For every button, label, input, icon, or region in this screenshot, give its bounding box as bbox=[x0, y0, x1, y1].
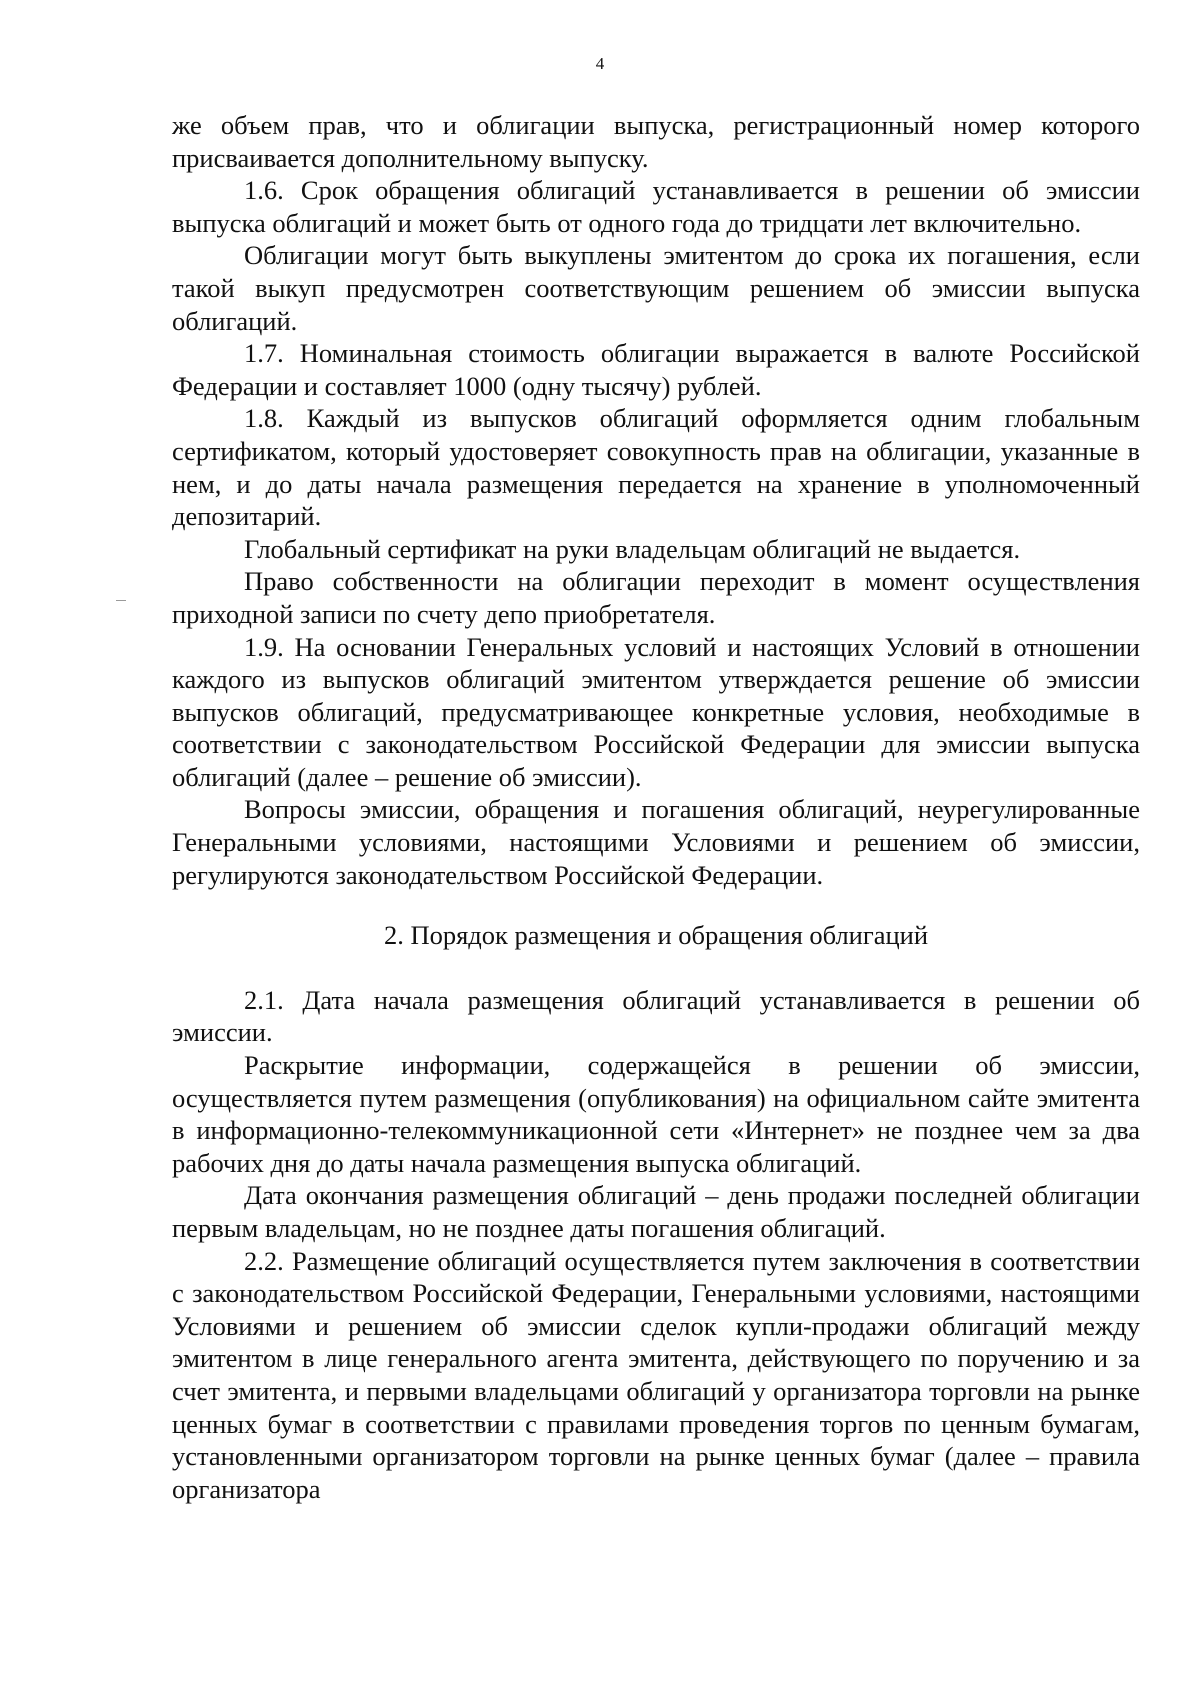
document-body bbox=[172, 109, 1140, 1505]
paragraph: Право собственности на облигации переходит в момент осуществления приходной записи по счету депо приобретателя. bbox=[172, 566, 1140, 629]
paragraph-1-8: 1.8. Каждый из выпусков облигаций оформляется одним глобальным сертификатом, который удостоверяет совокупность прав на облигации, указанные в нем, и до даты начала размещения передается на хранение в уполномоченный депозитарий. bbox=[172, 403, 1140, 532]
paragraph-2-2: 2.2. Размещение облигаций осуществляется путем заключения в соответствии с законодательством Российской Федерации, Генеральными условиями, настоящими Условиями и решением об эмиссии сделок купли-продажи облигаций между эмитентом в лице генерального агента эмитента, действующего по поручению и за счет эмитента, и первыми владельцами облигаций у организатора торговли на рынке ценных бумаг в соответствии с правилами проведения торгов по ценным бумагам, установленными организатором торговли на рынке ценных бумаг (далее – правила организатора bbox=[172, 1245, 1140, 1504]
paragraph-1-6: 1.6. Срок обращения облигаций устанавливается в решении об эмиссии выпуска облигаций и может быть от одного года до тридцати лет включительно. bbox=[172, 175, 1140, 238]
page-number: 4 bbox=[595, 54, 605, 73]
paragraph: Облигации могут быть выкуплены эмитентом до срока их погашения, если такой выкуп предусмотрен соответствующим решением об эмиссии выпуска облигаций. bbox=[172, 240, 1140, 336]
paragraph: Дата окончания размещения облигаций – день продажи последней облигации первым владельцам, но не позднее даты погашения облигаций. bbox=[172, 1180, 1140, 1243]
paragraph-1-9: 1.9. На основании Генеральных условий и настоящих Условий в отношении каждого из выпусков облигаций эмитентом утверждается решение об эмиссии выпусков облигаций, предусматривающее конкретные условия, необходимые в соответствии с законодательством Российской Федерации для эмиссии выпуска облигаций (далее – решение об эмиссии). bbox=[172, 631, 1140, 792]
paragraph: Раскрытие информации, содержащейся в решении об эмиссии, осуществляется путем размещения (опубликования) на официальном сайте эмитента в информационно-телекоммуникационной сети «Интернет» не позднее чем за два рабочих дня до даты начала размещения выпуска облигаций. bbox=[172, 1050, 1140, 1178]
scan-mark bbox=[116, 600, 126, 601]
paragraph-1-7: 1.7. Номинальная стоимость облигации выражается в валюте Российской Федерации и составляет 1000 (одну тысячу) рублей. bbox=[172, 338, 1140, 401]
paragraph: Вопросы эмиссии, обращения и погашения облигаций, неурегулированные Генеральными условиями, настоящими Условиями и решением об эмиссии, регулируются законодательством Российской Федерации. bbox=[172, 794, 1140, 890]
paragraph: Глобальный сертификат на руки владельцам облигаций не выдается. bbox=[244, 533, 1021, 564]
section-heading: 2. Порядок размещения и обращения облигаций bbox=[383, 920, 929, 951]
paragraph-2-1: 2.1. Дата начала размещения облигаций устанавливается в решении об эмиссии. bbox=[172, 984, 1140, 1048]
paragraph: же объем прав, что и облигации выпуска, регистрационный номер которого присваивается дополнительному выпуску. bbox=[172, 110, 1140, 173]
